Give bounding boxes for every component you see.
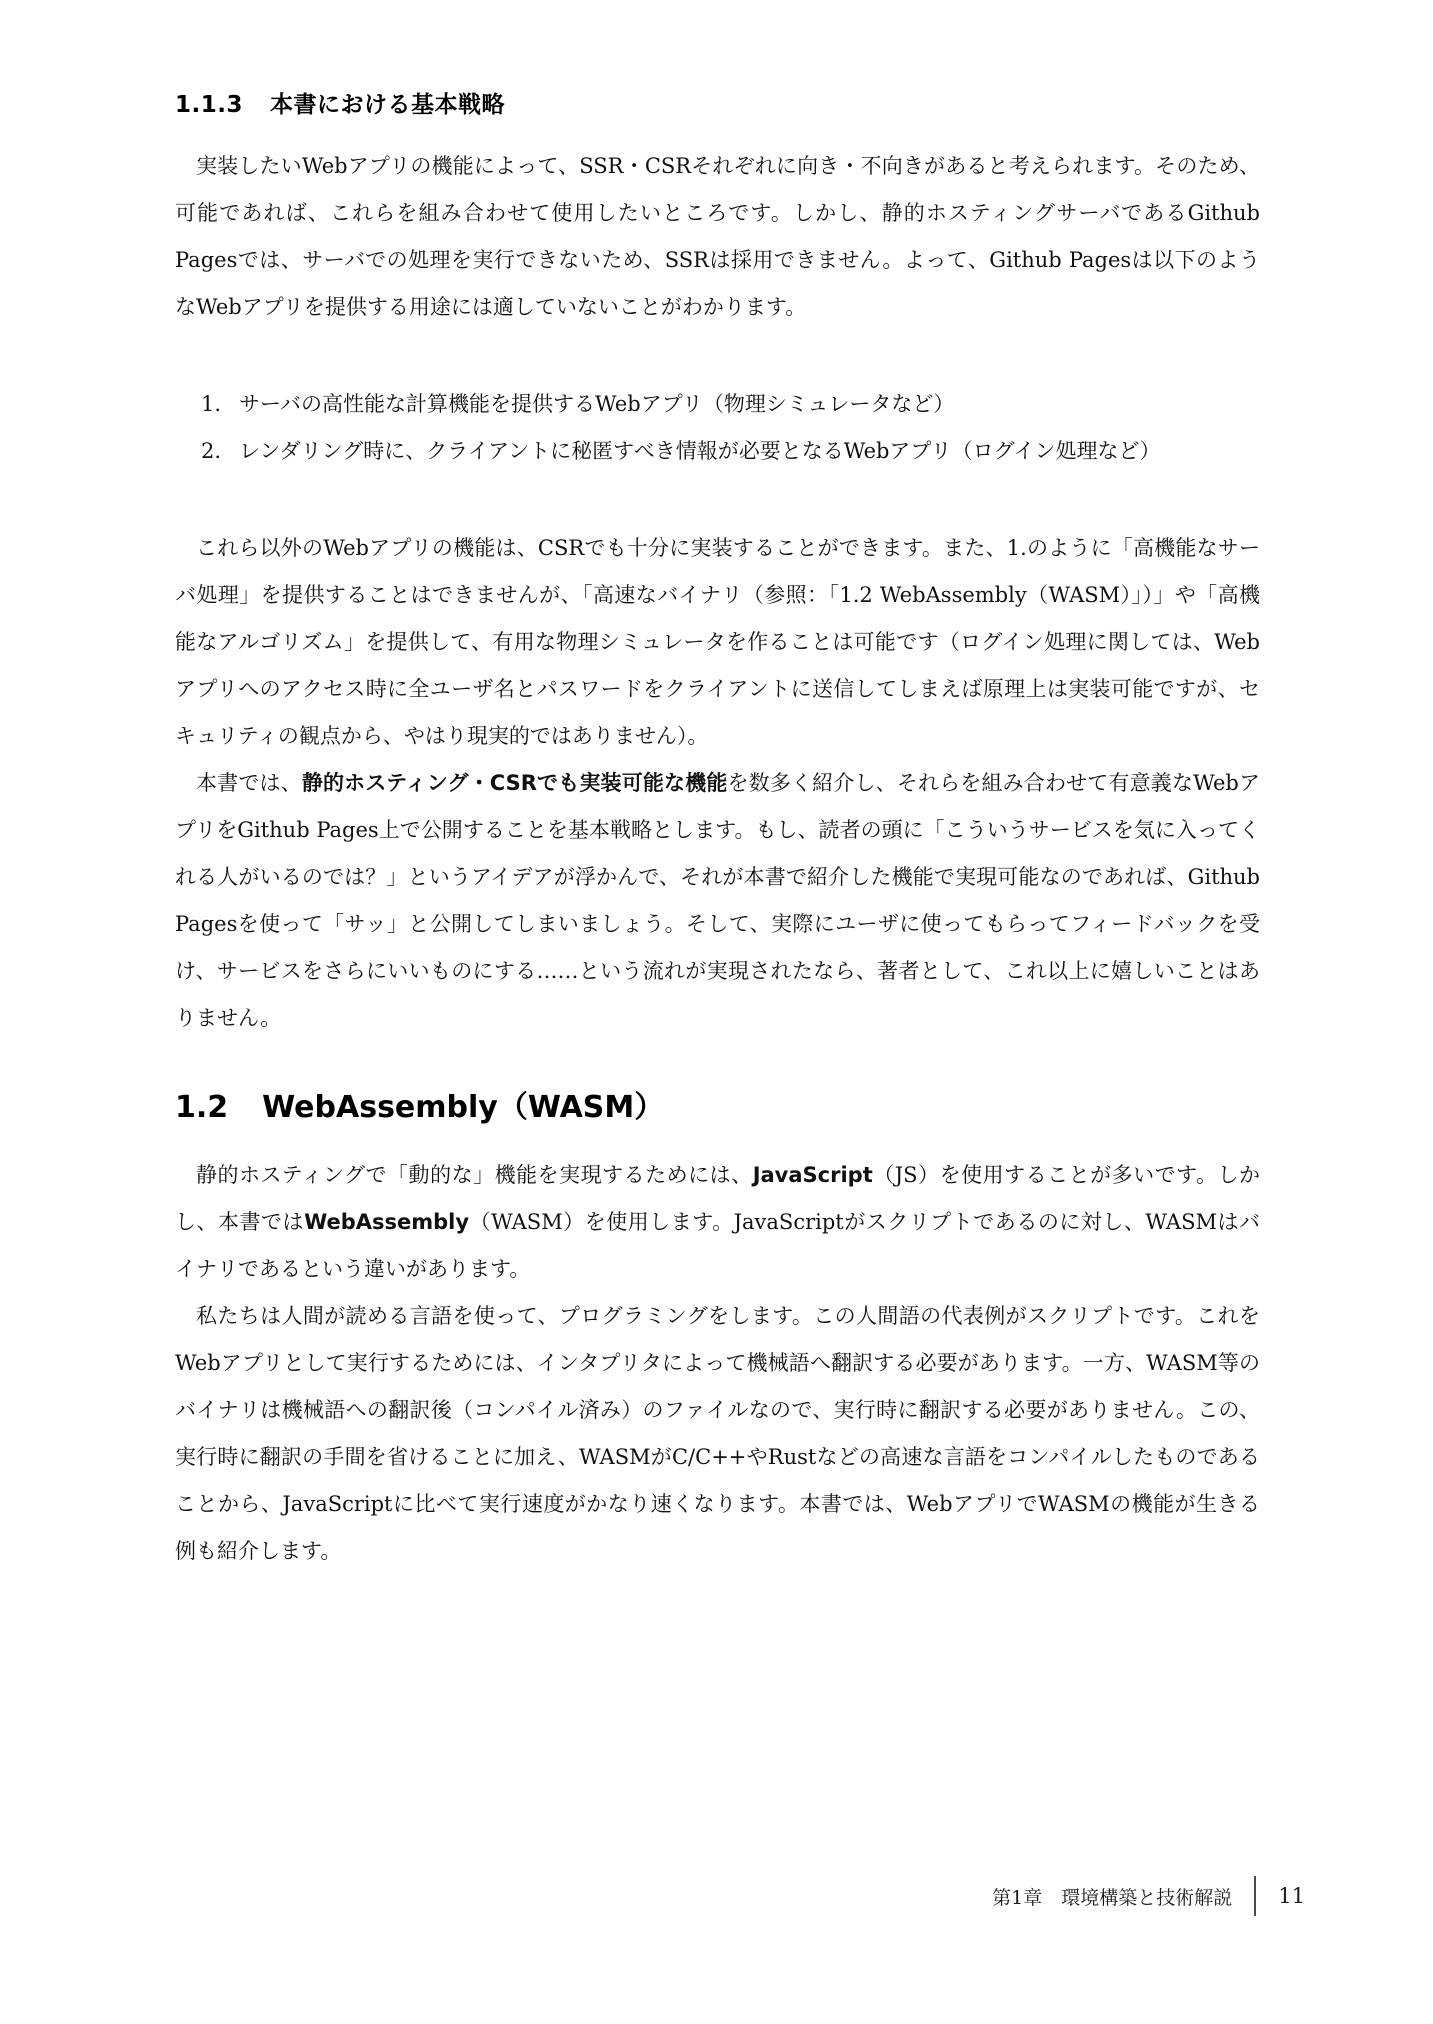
list-item-number: 1. [201, 392, 222, 416]
text-segment: 静的ホスティングで「動的な」機能を実現するためには、 [196, 1163, 753, 1187]
section-heading-1-1-3 [175, 86, 1260, 119]
list-item-text: レンダリング時に、クライアントに秘匿すべき情報が必要となるWebアプリ（ログイン処理など） [239, 439, 1161, 463]
text-segment: （JS）を使用することが多いです。しかし、本書では [175, 1163, 1260, 1234]
list-item [201, 428, 1260, 475]
paragraph-csr-capability: これら以外のWebアプリの機能は、CSRでも十分に実装することができます。また、1.のように「高機能なサーバ処理」を提供することはできませんが、「高速なバイナリ（参照：「1.2 WebAssembly（WASM）」）」や「高機能なアルゴリズム」を提供して、有用な物理シミュレータを作ることは可能です（ログイン処理に関しては、Webアプリへのアクセス時に全ユーザ名とパスワードをクライアントに送信してしまえば原理上は実装可能ですが、セキュリティの観点から、やはり現実的ではありません）。 [175, 536, 1260, 748]
paragraph-basic-strategy [175, 760, 1260, 1042]
bold-phrase-static-hosting-csr: 静的ホスティング・CSRでも実装可能な機能 [301, 771, 728, 795]
bold-word-javascript: JavaScript [752, 1163, 873, 1187]
section-number: 1.2 [175, 1090, 229, 1125]
list-item-number: 2. [201, 439, 222, 463]
section-number: 1.1.3 [175, 92, 243, 118]
section-title: WebAssembly（WASM） [262, 1090, 665, 1125]
text-segment: 本書では、 [196, 771, 302, 795]
footer-divider [1254, 1876, 1256, 1916]
list-item [201, 381, 1260, 428]
paragraph-ssr-csr-intro: 実装したいWebアプリの機能によって、SSR・CSRそれぞれに向き・不向きがあると考えられます。そのため、可能であれば、これらを組み合わせて使用したいところです。しかし、静的ホスティングサーバであるGithub Pagesでは、サーバでの処理を実行できないため、SSRは採用できません。よって、Github Pagesは以下のようなWebアプリを提供する用途には適していないことがわかります。 [175, 154, 1260, 319]
paragraph-javascript-wasm [175, 1152, 1260, 1293]
paragraph-wasm-binary: 私たちは人間が読める言語を使って、プログラミングをします。この人間語の代表例がスクリプトです。これをWebアプリとして実行するためには、インタプリタによって機械語へ翻訳する必要があります。一方、WASM等のバイナリは機械語への翻訳後（コンパイル済み）のファイルなので、実行時に翻訳する必要がありません。この、実行時に翻訳の手間を省けることに加え、WASMがC/C++やRustなどの高速な言語をコンパイルしたものであることから、JavaScriptに比べて実行速度がかなり速くなります。本書では、WebアプリでWASMの機能が生きる例も紹介します。 [175, 1304, 1260, 1563]
list-item-text: サーバの高性能な計算機能を提供するWebアプリ（物理シミュレータなど） [239, 392, 955, 416]
section-heading-1-2 [175, 1082, 1260, 1126]
page-footer [992, 1876, 1305, 1916]
text-segment: を数多く紹介し、それらを組み合わせて有意義なWebアプリをGithub Pages上で公開することを基本戦略とします。もし、読者の頭に「こういうサービスを気に入ってくれる人がいるのでは？」というアイデアが浮かんで、それが本書で紹介した機能で実現可能なのであれば、Github Pagesを使って「サッ」と公開してしまいましょう。そして、実際にユーザに使ってもらってフィードバックを受け、サービスをさらにいいものにする……という流れが実現されたなら、著者として、これ以上に嬉しいことはありません。 [175, 771, 1261, 1030]
section-title: 本書における基本戦略 [270, 92, 505, 118]
bold-word-webassembly: WebAssembly [304, 1210, 470, 1234]
numbered-list [175, 381, 1260, 475]
page-number: 11 [1278, 1884, 1305, 1908]
text-segment: （WASM）を使用します。JavaScriptがスクリプトであるのに対し、WASMはバイナリであるという違いがあります。 [175, 1210, 1260, 1281]
footer-chapter-title: 第1章 環境構築と技術解説 [992, 1886, 1233, 1909]
